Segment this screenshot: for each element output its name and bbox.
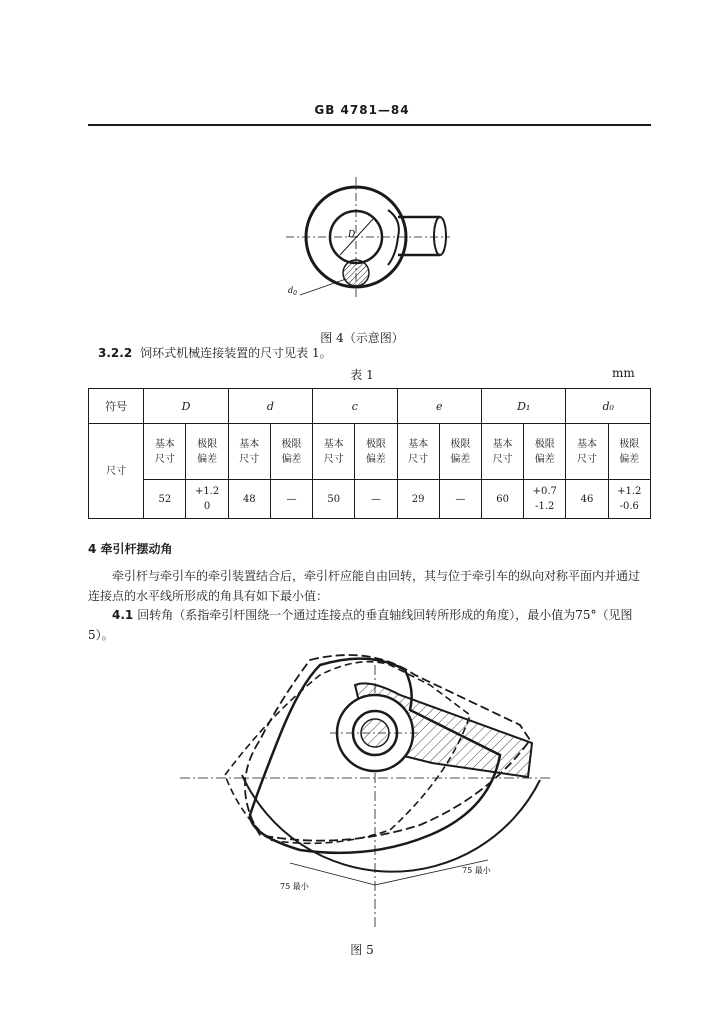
- figure-4-drawing: [270, 175, 470, 305]
- cell-e-basic: 29: [397, 480, 439, 519]
- cell-e-limit: —: [439, 480, 481, 519]
- header-rule: [88, 124, 651, 126]
- limit-label: 极限 偏差: [186, 424, 228, 480]
- label-d0: $d_0$: [288, 286, 297, 297]
- cell-D-limit: +1.2 0: [186, 480, 228, 519]
- label-d1: D: [348, 230, 356, 240]
- table-header-row: [89, 389, 651, 424]
- table-subheader-row: [89, 424, 651, 480]
- cell-d-limit: —: [270, 480, 312, 519]
- table-1-caption: 表 1: [350, 368, 374, 382]
- basic-label: 基本 尺寸: [397, 424, 439, 480]
- cell-D-basic: 52: [144, 480, 186, 519]
- section-4-1-text: 回转角（系指牵引杆围绕一个通过连接点的垂直轴线回转所形成的角度），最小值为75°（见图5）。: [88, 608, 633, 642]
- limit-label: 极限 偏差: [270, 424, 312, 480]
- section-4-paragraph: 牵引杆与牵引车的牵引装置结合后，牵引杆应能自由回转，其与位于牵引车的纵向对称平面内并通过连接点的水平线所形成的角具有如下最小值：: [88, 569, 641, 603]
- angle-label-left: 75 最小: [280, 882, 309, 891]
- basic-label: 基本 尺寸: [228, 424, 270, 480]
- basic-label: 基本 尺寸: [481, 424, 523, 480]
- cell-d0-limit: +1.2 -0.6: [608, 480, 650, 519]
- cell-d0-basic: 46: [566, 480, 608, 519]
- angle-label-right: 75 最小: [462, 866, 491, 875]
- limit-label: 极限 偏差: [439, 424, 481, 480]
- table-1-unit: mm: [612, 366, 635, 380]
- cell-d-basic: 48: [228, 480, 270, 519]
- figure-4-caption: 图 4（示意图）: [320, 331, 404, 345]
- section-4-heading: 4 牵引杆摆动角: [88, 542, 173, 556]
- figure-5-drawing: [170, 645, 560, 935]
- limit-label: 极限 偏差: [355, 424, 397, 480]
- col-header-d0: d₀: [566, 389, 651, 424]
- figure-5-caption: 图 5: [350, 943, 374, 957]
- col-header-D1: D₁: [481, 389, 565, 424]
- symbol-header: 符号: [89, 389, 144, 424]
- cell-D1-limit: +0.7 -1.2: [524, 480, 566, 519]
- header-title: GB 4781—84: [314, 103, 410, 117]
- table-value-row: [89, 480, 651, 519]
- section-4-1-number: 4.1: [112, 608, 134, 622]
- col-header-D: D: [144, 389, 228, 424]
- cell-c-basic: 50: [313, 480, 355, 519]
- limit-label: 极限 偏差: [524, 424, 566, 480]
- section-3-2-2-text: 饲环式机械连接装置的尺寸见表 1。: [140, 346, 332, 360]
- swing-arc: [242, 775, 540, 872]
- col-header-e: e: [397, 389, 481, 424]
- cell-D1-basic: 60: [481, 480, 523, 519]
- table-1: [88, 388, 651, 519]
- col-header-c: c: [313, 389, 397, 424]
- section-3-2-2-number: 3.2.2: [98, 346, 133, 360]
- section-4-1: [88, 605, 651, 645]
- limit-label: 极限 偏差: [608, 424, 650, 480]
- basic-label: 基本 尺寸: [566, 424, 608, 480]
- basic-label: 基本 尺寸: [144, 424, 186, 480]
- section-3-2-2: [98, 344, 332, 361]
- cell-c-limit: —: [355, 480, 397, 519]
- col-header-d: d: [228, 389, 312, 424]
- size-header: 尺寸: [89, 424, 144, 519]
- basic-label: 基本 尺寸: [313, 424, 355, 480]
